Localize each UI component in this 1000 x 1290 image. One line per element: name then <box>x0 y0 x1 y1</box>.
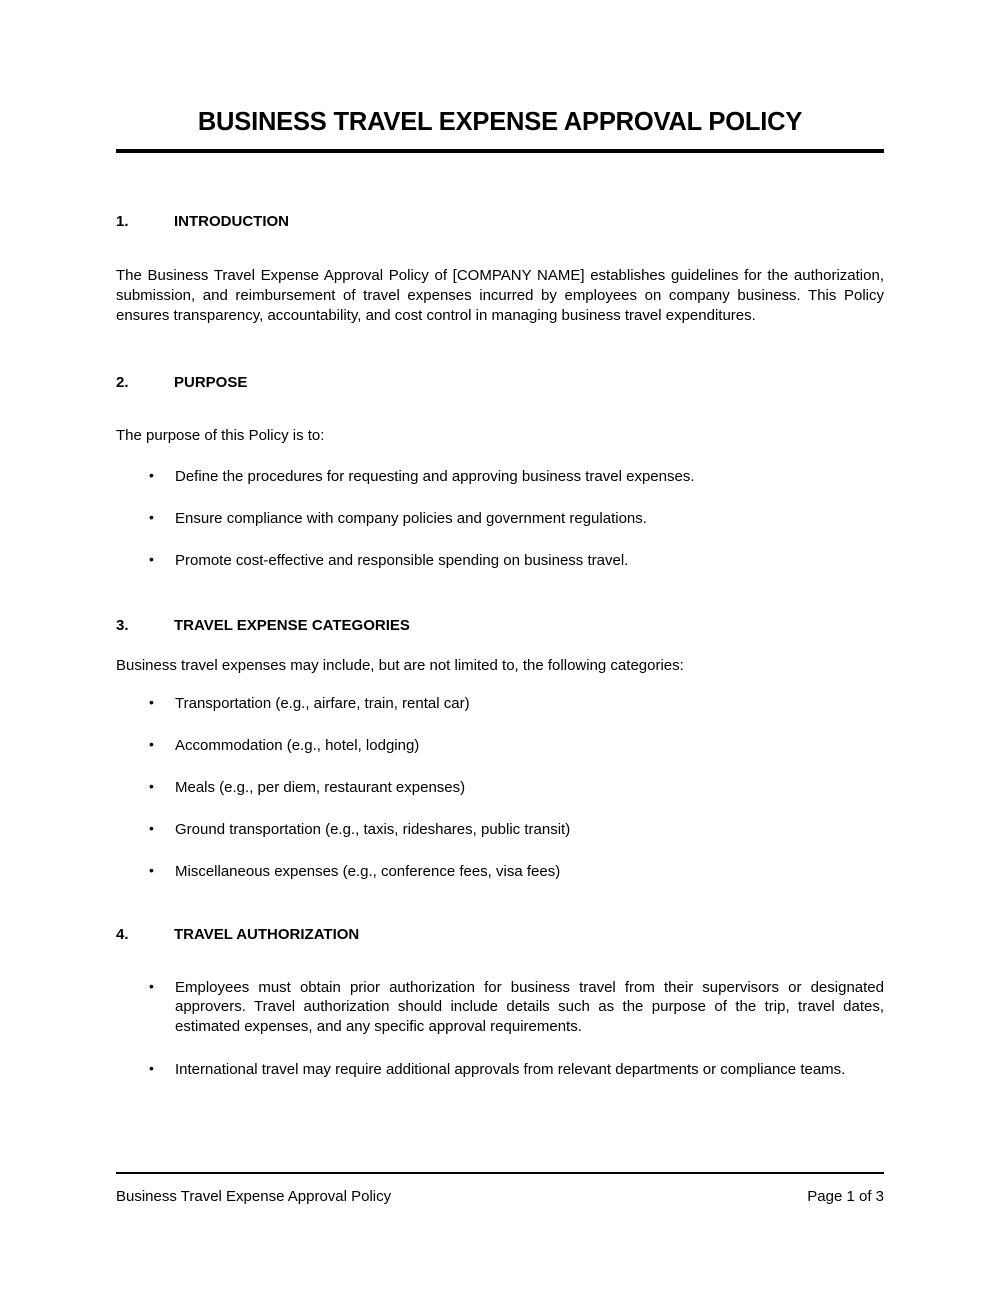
document-content <box>116 0 884 1080</box>
section-paragraph-purpose: The purpose of this Policy is to: <box>116 427 325 445</box>
travel-expense-categories-bullet-list <box>116 694 884 882</box>
travel-authorization-bullet-list <box>116 978 884 1081</box>
page-footer <box>116 1172 884 1206</box>
purpose-bullet-list <box>116 467 884 571</box>
section-number: 1. <box>116 213 129 231</box>
footer-document-name: Business Travel Expense Approval Policy <box>116 1188 392 1205</box>
section-heading-travel-authorization <box>116 926 884 944</box>
section-heading-travel-expense-categories <box>116 617 884 635</box>
section-number: 2. <box>116 374 129 392</box>
section-heading-introduction <box>116 213 884 231</box>
section-title: TRAVEL AUTHORIZATION <box>174 925 360 943</box>
section-title: TRAVEL EXPENSE CATEGORIES <box>174 616 410 634</box>
list-item: • Define the procedures for requesting and approving business travel expenses. <box>116 467 884 487</box>
list-item: • Transportation (e.g., airfare, train, rental car) <box>116 694 884 714</box>
list-item: • Ground transportation (e.g., taxis, rideshares, public transit) <box>116 820 884 840</box>
footer-page-number: Page 1 of 3 <box>807 1188 884 1205</box>
section-title: PURPOSE <box>174 374 248 392</box>
section-heading-purpose <box>116 374 884 392</box>
footer-divider <box>116 1172 884 1174</box>
list-item: • Accommodation (e.g., hotel, lodging) <box>116 736 884 756</box>
list-item: • Miscellaneous expenses (e.g., conference fees, visa fees) <box>116 862 884 882</box>
list-item: • International travel may require additional approvals from relevant departments or compliance teams. <box>116 1060 884 1080</box>
list-item: • Meals (e.g., per diem, restaurant expenses) <box>116 778 884 798</box>
footer-row <box>116 1188 884 1206</box>
section-title: INTRODUCTION <box>174 213 289 231</box>
section-number: 3. <box>116 616 129 634</box>
page-title: BUSINESS TRAVEL EXPENSE APPROVAL POLICY <box>197 108 803 136</box>
list-item: • Ensure compliance with company policies and government regulations. <box>116 509 884 529</box>
section-paragraph-travel-expense-categories: Business travel expenses may include, but are not limited to, the following categories: <box>116 656 684 674</box>
list-item: • Promote cost-effective and responsible spending on business travel. <box>116 551 884 571</box>
title-divider <box>116 149 884 153</box>
section-number: 4. <box>116 925 129 943</box>
section-paragraph-introduction: The Business Travel Expense Approval Policy of [COMPANY NAME] establishes guidelines for the authorization, submission, and reimbursement of travel expenses incurred by employees on company business. This Policy ensures transparency, accountability, and cost control in managing business travel expenditures. <box>116 267 884 325</box>
list-item: • Employees must obtain prior authorization for business travel from their supervisors or designated approvers. Travel authorization should include details such as the purpose of the trip, travel dates, estimated expenses, and any specific approval requirements. <box>116 978 884 1038</box>
